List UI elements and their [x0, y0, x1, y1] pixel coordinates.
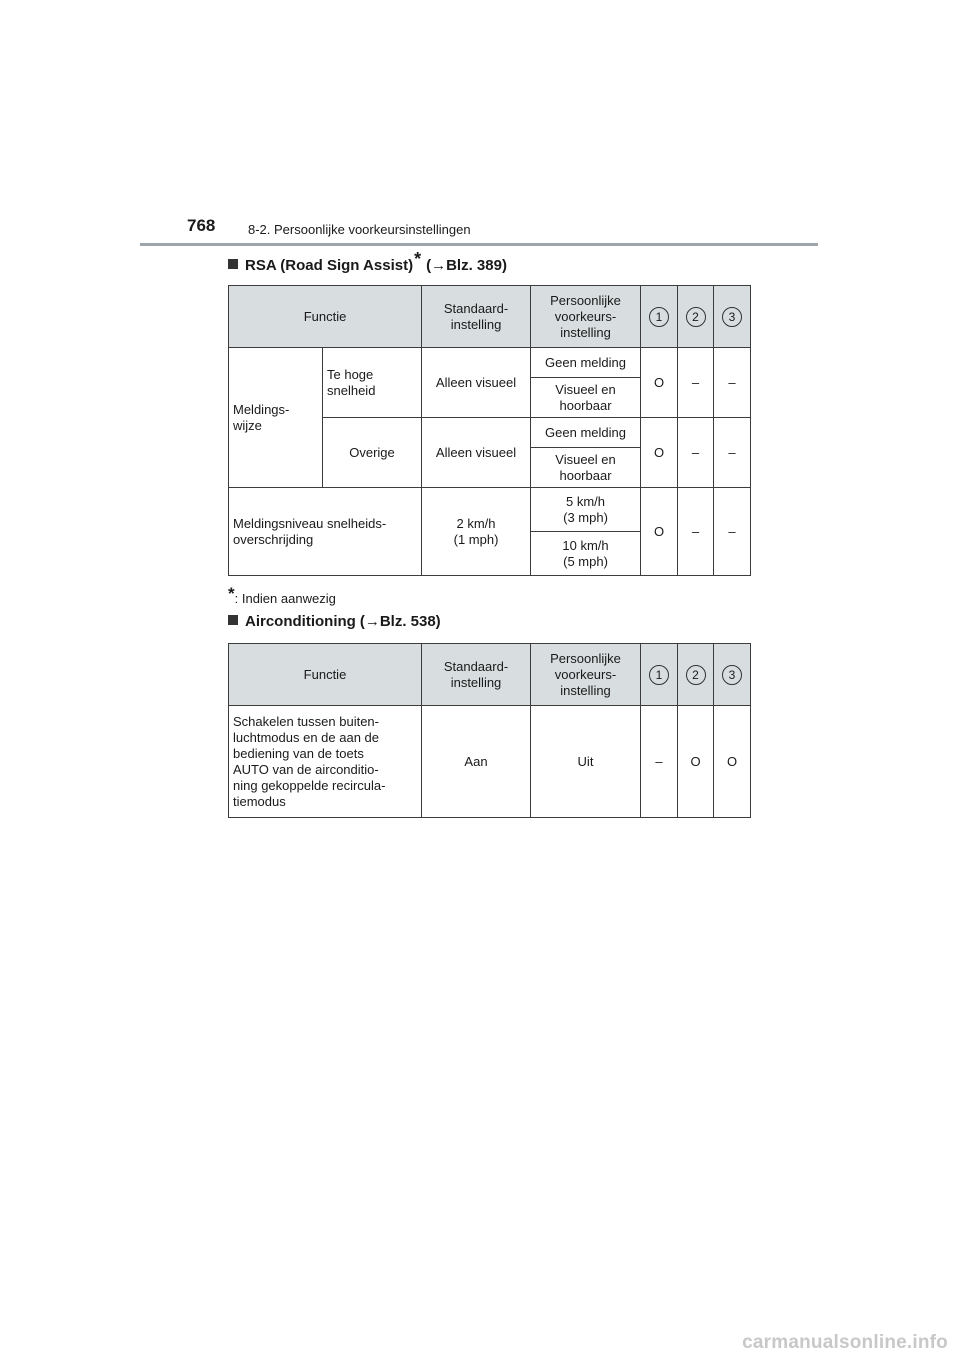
cell-meldingswijze: Meldings- wijze [229, 348, 323, 488]
cell-te-hoge-snelheid: Te hoge snelheid [323, 348, 422, 418]
cell-mark: – [714, 348, 751, 418]
airco-heading-title: Airconditioning [245, 613, 356, 630]
header-setting-1 [641, 286, 678, 348]
cell-mark: O [641, 418, 678, 488]
cell-default: Alleen visueel [422, 418, 531, 488]
header-setting-3 [714, 644, 751, 706]
header-setting-3 [714, 286, 751, 348]
cell-default: 2 km/h (1 mph) [422, 488, 531, 576]
cell-mark: – [678, 348, 714, 418]
number-3-icon: 3 [722, 307, 742, 327]
header-functie: Functie [229, 644, 422, 706]
cell-option: Visueel en hoorbaar [531, 378, 641, 418]
airco-settings-table [228, 643, 751, 818]
asterisk-marker: * [414, 249, 422, 269]
cell-mark: – [641, 706, 678, 818]
page-number: 768 [187, 216, 216, 235]
header-setting-1 [641, 644, 678, 706]
watermark: carmanualsonline.info [742, 1332, 948, 1353]
header-divider [140, 243, 818, 246]
cell-option: 5 km/h (3 mph) [531, 488, 641, 532]
header-functie: Functie [229, 286, 422, 348]
rsa-heading-ref: (→Blz. 389) [426, 257, 507, 274]
square-bullet-icon [228, 615, 238, 625]
cell-option: Geen melding [531, 418, 641, 448]
number-1-icon: 1 [649, 307, 669, 327]
cell-meldingsniveau: Meldingsniveau snelheids- overschrijding [229, 488, 422, 576]
chapter-title: 8-2. Persoonlijke voorkeursinstellingen [248, 222, 471, 237]
cell-mark: – [714, 488, 751, 576]
rsa-heading [228, 249, 507, 275]
cell-default: Aan [422, 706, 531, 818]
number-3-icon: 3 [722, 665, 742, 685]
cell-mark: O [714, 706, 751, 818]
table-header-row [229, 644, 751, 706]
number-2-icon: 2 [686, 665, 706, 685]
rsa-heading-title: RSA (Road Sign Assist) [245, 257, 414, 274]
number-2-icon: 2 [686, 307, 706, 327]
cell-function: Schakelen tussen buiten- luchtmodus en de aan de bediening van de toets AUTO van de airconditio- ning gekoppelde recircula- tiemodus [229, 706, 422, 818]
header-standaard: Standaard- instelling [422, 644, 531, 706]
table-header-row [229, 286, 751, 348]
cell-overige: Overige [323, 418, 422, 488]
cell-mark: – [714, 418, 751, 488]
table-row [229, 706, 751, 818]
table-row [229, 348, 751, 378]
header-setting-2 [678, 286, 714, 348]
square-bullet-icon [228, 259, 238, 269]
header-persoonlijk: Persoonlijke voorkeurs- instelling [531, 644, 641, 706]
cell-mark: O [641, 348, 678, 418]
cell-option: Uit [531, 706, 641, 818]
footnote-text: : Indien aanwezig [234, 591, 336, 606]
rsa-settings-table [228, 285, 751, 576]
number-1-icon: 1 [649, 665, 669, 685]
cell-option: Geen melding [531, 348, 641, 378]
cell-mark: – [678, 488, 714, 576]
cell-mark: O [641, 488, 678, 576]
cell-mark: O [678, 706, 714, 818]
header-standaard: Standaard- instelling [422, 286, 531, 348]
table-row [229, 488, 751, 532]
cell-option: Visueel en hoorbaar [531, 448, 641, 488]
airco-heading-ref: (→Blz. 538) [359, 613, 441, 630]
header-persoonlijk: Persoonlijke voorkeurs- instelling [531, 286, 641, 348]
asterisk-marker: * [228, 584, 235, 603]
cell-option: 10 km/h (5 mph) [531, 532, 641, 576]
cell-default: Alleen visueel [422, 348, 531, 418]
airco-heading [228, 613, 441, 630]
footnote [228, 584, 336, 608]
header-setting-2 [678, 644, 714, 706]
cell-mark: – [678, 418, 714, 488]
